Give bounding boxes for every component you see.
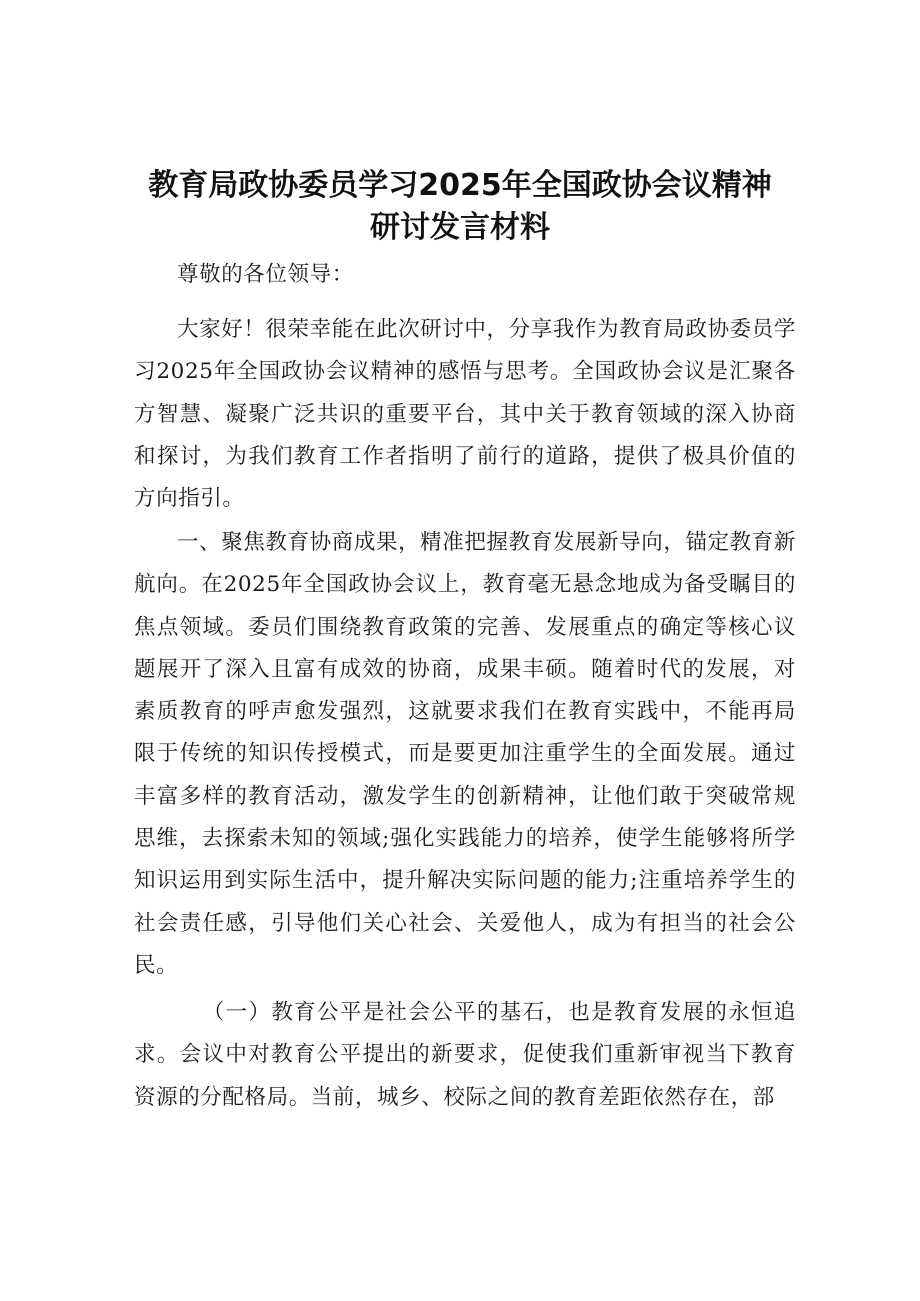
document-title-line-2: 研讨发言材料 bbox=[370, 210, 550, 245]
paragraph-section-one: 一、聚焦教育协商成果，精准把握教育发展新导向，锚定教育新航向。在2025年全国政协会议上，教育毫无悬念地成为备受瞩目的焦点领域。委员们围绕教育政策的完善、发展重点的确定等核心议题展开了深入且富有成效的协商，成果丰硕。随着时代的发展，对素质教育的呼声愈发强烈，这就要求我们在教育实践中，不能再局限于传统的知识传授模式，而是要更加注重学生的全面发展。通过丰富多样的教育活动，激发学生的创新精神，让他们敢于突破常规思维，去探索未知的领域;强化实践能力的培养，使学生能够将所学知识运用到实际生活中，提升解决实际问题的能力;注重培养学生的社会责任感，引导他们关心社会、关爱他人，成为有担当的社会公民。 bbox=[134, 530, 796, 978]
paragraph-opening: 大家好！很荣幸能在此次研讨中，分享我作为教育局政协委员学习2025年全国政协会议精神的感悟与思考。全国政协会议是汇聚各方智慧、凝聚广泛共识的重要平台，其中关于教育领域的深入协商和探讨，为我们教育工作者指明了前行的道路，提供了极具价值的方向指引。 bbox=[134, 317, 796, 512]
paragraph-subsection-one: （一）教育公平是社会公平的基石，也是教育发展的永恒追求。会议中对教育公平提出的新要求，促使我们重新审视当下教育资源的分配格局。当前，城乡、校际之间的教育差距依然存在，部 bbox=[134, 1000, 796, 1110]
document-title-line-1: 教育局政协委员学习2025年全国政协会议精神 bbox=[148, 168, 772, 203]
salutation: 尊敬的各位领导： bbox=[177, 262, 354, 287]
